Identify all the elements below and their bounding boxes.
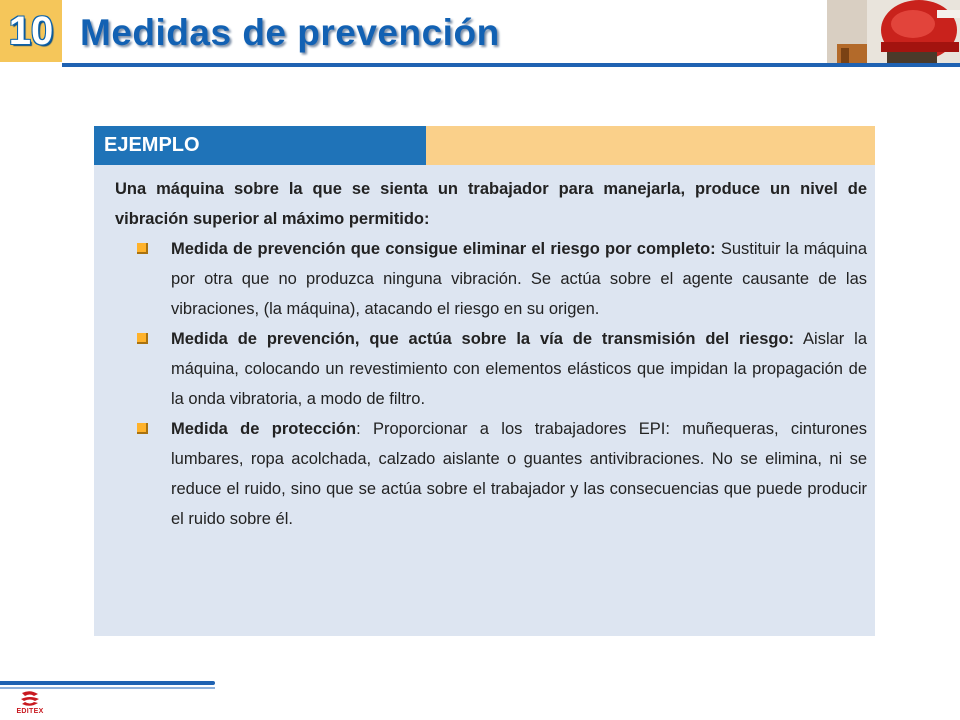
example-intro: Una máquina sobre la que se sienta un trabajador para manejarla, produce un nivel de vibración superior al máximo permitido: <box>115 180 867 228</box>
list-item-lead: Medida de protección <box>171 420 357 438</box>
example-header <box>94 126 875 165</box>
hard-hat-photo <box>827 0 960 63</box>
checkbox-bullet-icon <box>137 243 148 254</box>
list-item-text: Aislar la máquina, colocando un revestimiento con elementos elásticos que impidan la propagación de la onda vibratoria, a modo de filtro. <box>171 330 868 408</box>
header-divider <box>62 63 960 67</box>
logo-text: EDITEX <box>16 708 44 715</box>
example-list <box>115 234 867 534</box>
footer-divider-thin <box>0 687 215 689</box>
list-item-text: : Proporcionar a los trabajadores EPI: muñequeras, cinturones lumbares, ropa acolchada, calzado aislante o guantes antivibraciones. No se elimina, ni se reduce el ruido, sino que se actúa sobre el trabajador y las consecuencias que puede producir el ruido sobre él. <box>171 420 868 528</box>
list-item-lead: Medida de prevención, que actúa sobre la vía de transmisión del riesgo: <box>171 330 795 348</box>
footer-divider <box>0 681 215 685</box>
editex-logo-mark <box>10 690 50 708</box>
example-box <box>94 126 875 636</box>
checkbox-bullet-icon <box>137 333 148 344</box>
page-title: Medidas de prevención <box>80 12 500 53</box>
list-item <box>115 234 867 324</box>
list-item <box>115 414 867 534</box>
example-body <box>115 174 867 534</box>
editex-logo <box>10 690 50 718</box>
list-item-text: Sustituir la máquina por otra que no produzca ninguna vibración. Se actúa sobre el agente causante de las vibraciones, (la máquina), atacando el riesgo en su origen. <box>171 240 867 318</box>
checkbox-bullet-icon <box>137 423 148 434</box>
list-item-lead: Medida de prevención que consigue eliminar el riesgo por completo: <box>171 240 716 258</box>
example-tab-label: EJEMPLO <box>94 126 426 165</box>
hard-hat-illustration <box>827 0 960 63</box>
chapter-number-badge: 10 <box>0 0 62 62</box>
list-item <box>115 324 867 414</box>
